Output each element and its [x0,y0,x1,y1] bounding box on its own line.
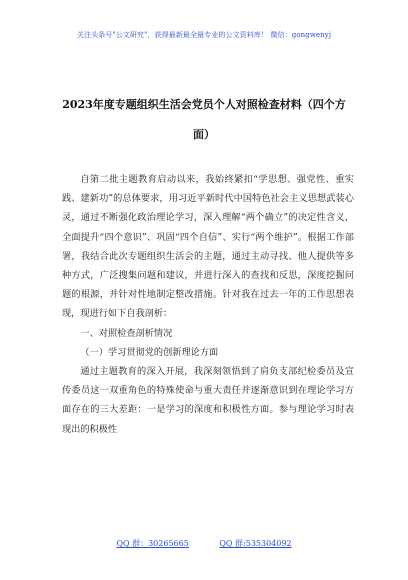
subsection-paragraph: 通过主题教育的深入开展，我深刻领悟到了肩负支部纪检委员及宣传委员这一双重角色的特殊使命与重大责任并逐渐意识到在理论学习方面存在的三大差距：一是学习的深度和积极性方面。参与理论学习时表现出的积极性 [62,366,354,435]
document-title: 2023年度专题组织生活会党员个人对照检查材料（四个方 [62,98,346,111]
footer-qq-group-1[interactable]: QQ 群：30265665 [116,539,189,548]
subsection-heading: （一）学习贯彻党的创新理论方面 [80,346,219,358]
header-banner: 关注头条号"公文研究"，获得最新最全最专业的公文资料库！ 微信：gongwenyj [76,31,332,39]
section-heading: 一、对照检查剖析情况 [80,327,173,339]
document-body [62,170,354,439]
footer-qq-group-2[interactable]: QQ 群:535304092 [219,539,292,548]
intro-paragraph: 自第二批主题教育启动以来，我始终紧扣“学思想、强党性、重实践、建新功”的总体要求，用习近平新时代中国特色社会主义思想武装心灵，通过不断强化政治理论学习，深入理解“两个确立”的决定性含义，全面提升“四个意识”、巩固“四个自信”、实行“两个维护”。根据工作部署，我结合此次专题组织生活会的主题，通过主动寻找、他人提供等多种方式，广泛搜集问题和建议，并进行深入的查找和反思，深度挖掘问题的根源，并针对性地制定整改措施。针对我在过去一年的工作思想表现，现进行如下自我剖析： [62,174,354,320]
document-title-continued: 面） [193,128,215,141]
footer-banner [0,538,408,549]
